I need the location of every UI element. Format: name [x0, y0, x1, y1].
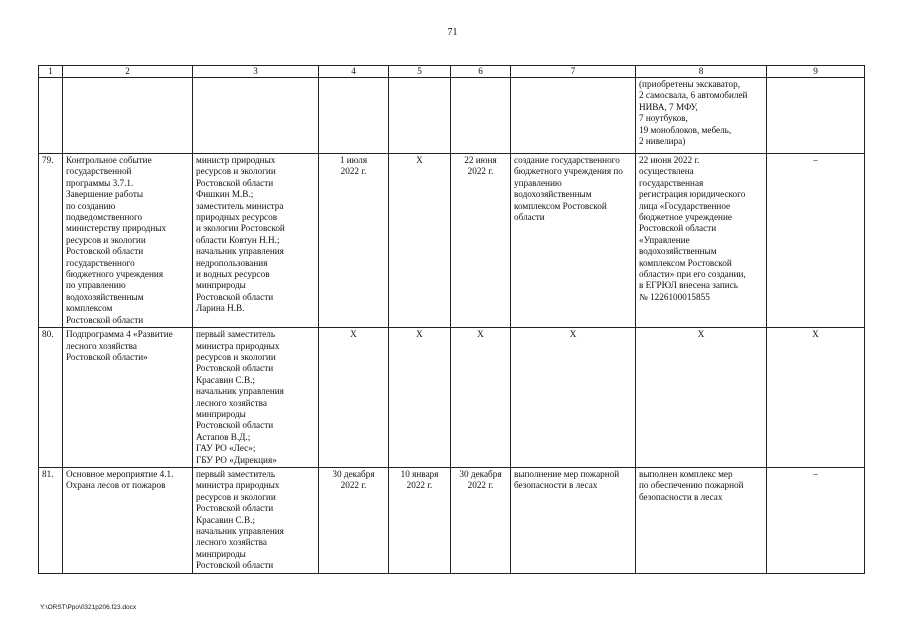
header-cell: 6: [451, 66, 511, 78]
planned-date-cell: 30 декабря 2022 г.: [319, 467, 389, 573]
event-name-cell: Основное мероприятие 4.1. Охрана лесов от пожаров: [63, 467, 193, 573]
row-number: 80.: [39, 328, 63, 468]
table-row-continuation: [39, 78, 865, 154]
report-table: [38, 65, 865, 574]
start-date-cell: X: [389, 328, 451, 468]
notes-cell: –: [767, 154, 865, 328]
header-cell: 3: [193, 66, 319, 78]
actual-result-cell: выполнен комплекс мер по обеспечению пожарной безопасности в лесах: [636, 467, 767, 573]
end-date-cell: X: [451, 328, 511, 468]
table-row: [39, 328, 865, 468]
planned-date-cell: X: [319, 328, 389, 468]
responsible-cell: первый заместитель министра природных ресурсов и экологии Ростовской области Красавин С.В.; начальник управления лесного хозяйства минприроды Ростовской области: [193, 467, 319, 573]
actual-result-cell: X: [636, 328, 767, 468]
file-path-footer: Y:\ORST\Ppo\0321p206.f23.docx: [40, 604, 137, 611]
header-cell: 2: [63, 66, 193, 78]
notes-cell: X: [767, 328, 865, 468]
planned-date-cell: 1 июля 2022 г.: [319, 154, 389, 328]
expected-result-cell: создание государственного бюджетного учреждения по управлению водохозяйственным комплексом Ростовской области: [511, 154, 636, 328]
row-number: 79.: [39, 154, 63, 328]
responsible-cell: министр природных ресурсов и экологии Ростовской области Фишкин М.В.; заместитель министра природных ресурсов и экологии Ростовской области Ковтун Н.Н.; начальник управления недропользования и водных ресурсов минприроды Ростовской области Ларина Н.В.: [193, 154, 319, 328]
row-number: 81.: [39, 467, 63, 573]
start-date-cell: X: [389, 154, 451, 328]
actual-result-cell: 22 июня 2022 г. осуществлена государственная регистрация юридического лица «Государственное бюджетное учреждение Ростовской области «Управление водохозяйственным комплексом Ростовской области» при его создании, в ЕГРЮЛ внесена запись № 1226100015855: [636, 154, 767, 328]
expected-result-cell: выполнение мер пожарной безопасности в лесах: [511, 467, 636, 573]
event-name-cell: Контрольное событие государственной программы 3.7.1. Завершение работы по созданию подведомственного министерству природных ресурсов и экологии Ростовской области государственного бюджетного учреждения по управлению водохозяйственным комплексом Ростовской области: [63, 154, 193, 328]
header-cell: 1: [39, 66, 63, 78]
header-row: [39, 66, 865, 78]
table-row: [39, 467, 865, 573]
result-cell: (приобретены экскаватор, 2 самосвала, 6 автомобилей НИВА, 7 МФУ, 7 ноутбуков, 19 моноблоков, мебель, 2 нивелира): [636, 78, 767, 154]
responsible-cell: первый заместитель министра природных ресурсов и экологии Ростовской области Красавин С.В.; начальник управления лесного хозяйства минприроды Ростовской области Астапов В.Д.; ГАУ РО «Лес»; ГБУ РО «Дирекция»: [193, 328, 319, 468]
header-cell: 8: [636, 66, 767, 78]
page-number: 71: [447, 27, 458, 38]
table-row: [39, 154, 865, 328]
header-cell: 7: [511, 66, 636, 78]
header-cell: 5: [389, 66, 451, 78]
start-date-cell: 10 января 2022 г.: [389, 467, 451, 573]
event-name-cell: Подпрограмма 4 «Развитие лесного хозяйства Ростовской области»: [63, 328, 193, 468]
header-cell: 9: [767, 66, 865, 78]
expected-result-cell: X: [511, 328, 636, 468]
notes-cell: –: [767, 467, 865, 573]
end-date-cell: 22 июня 2022 г.: [451, 154, 511, 328]
end-date-cell: 30 декабря 2022 г.: [451, 467, 511, 573]
header-cell: 4: [319, 66, 389, 78]
